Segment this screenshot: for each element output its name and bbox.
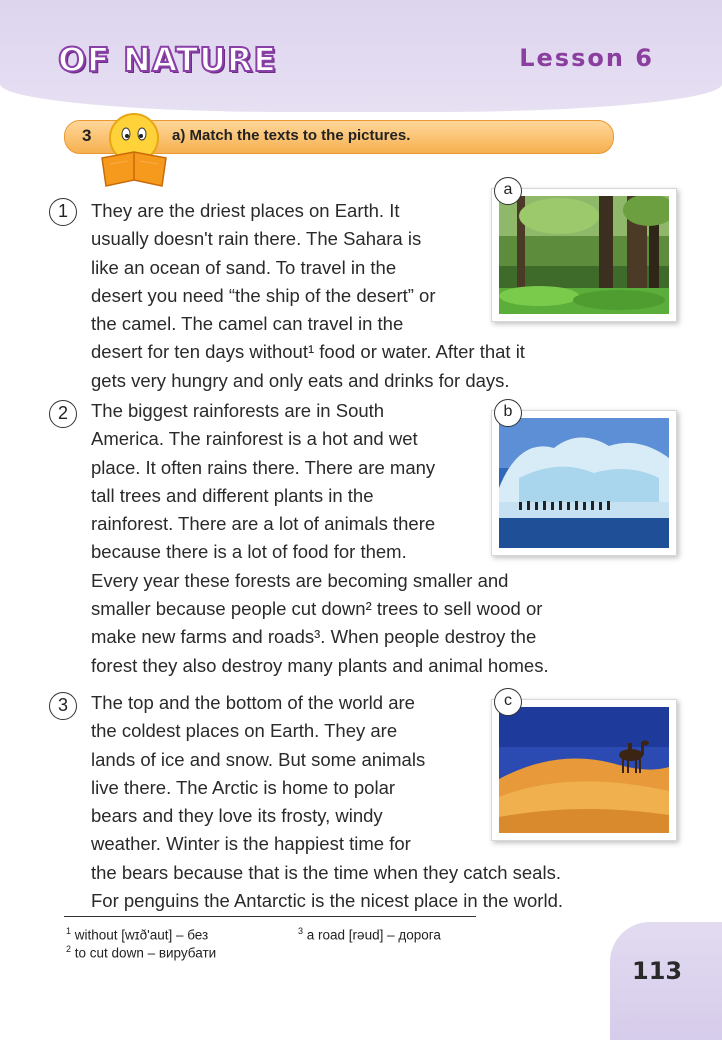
- lesson-label: Lesson 6: [519, 44, 654, 72]
- text-2-line: forest they also destroy many plants and animal homes.: [91, 654, 549, 676]
- text-2-line: The biggest rainforests are in South: [91, 400, 385, 421]
- picture-letter-b: b: [494, 399, 522, 427]
- text-3-line: the bears because that is the time when they catch seals.: [91, 861, 561, 883]
- reading-smiley-icon: [94, 112, 174, 192]
- text-3-line: weather. Winter is the happiest time for: [91, 833, 411, 855]
- text-number-3: 3: [49, 692, 77, 720]
- footnote-text: a road [rəud] – дорога: [306, 927, 441, 943]
- text-3-line: bears and they love its frosty, windy: [91, 805, 383, 827]
- text-1-line: gets very hungry and only eats and drinks for days.: [91, 369, 510, 391]
- footnote-mark: 1: [66, 926, 72, 936]
- text-2-line: Every year these forests are becoming smaller and: [91, 569, 509, 591]
- task-number: 3: [82, 126, 92, 145]
- footnote-rule: [64, 916, 476, 917]
- text-1-line: desert for ten days without¹ food or water. After that it: [91, 341, 525, 363]
- picture-c-frame: [491, 699, 677, 841]
- footnote-text: to cut down – вирубати: [74, 945, 217, 961]
- text-number-1: 1: [49, 198, 77, 226]
- arctic-ice-penguins-photo: [499, 418, 669, 548]
- text-2-line: because there is a lot of food for them.: [91, 541, 407, 563]
- text-1-line: They are the driest places on Earth. It: [91, 200, 400, 221]
- text-3-line: The top and the bottom of the world are: [91, 692, 415, 713]
- picture-a-frame: [491, 188, 677, 322]
- text-2-line: make new farms and roads³. When people destroy the: [91, 626, 537, 648]
- picture-letter-a: a: [494, 177, 522, 205]
- text-3-line: the coldest places on Earth. They are: [91, 720, 398, 742]
- footnote-2: [66, 944, 216, 961]
- text-2: [91, 397, 549, 680]
- footnote-mark: 2: [66, 944, 72, 954]
- text-3-line: live there. The Arctic is home to polar: [91, 776, 396, 798]
- page-number: 113: [632, 957, 683, 985]
- picture-b-frame: [491, 410, 677, 556]
- text-2-line: smaller because people cut down² trees to sell wood or: [91, 598, 543, 620]
- text-2-line: rainforest. There are a lot of animals there: [91, 513, 436, 535]
- text-1-line: usually doesn't rain there. The Sahara is: [91, 228, 422, 250]
- picture-letter-c: c: [494, 688, 522, 716]
- footnote-text: without [wɪð'aut] – без: [74, 927, 209, 943]
- footnote-1: [66, 926, 208, 943]
- text-2-line: America. The rainforest is a hot and wet: [91, 428, 418, 450]
- text-1-line: like an ocean of sand. To travel in the: [91, 256, 397, 278]
- footnote-mark: 3: [298, 926, 304, 936]
- section-title: OF NATURE: [58, 40, 277, 79]
- footnote-3: [298, 926, 441, 943]
- text-number-2: 2: [49, 400, 77, 428]
- text-3-line: lands of ice and snow. But some animals: [91, 748, 426, 770]
- text-1: [91, 197, 525, 395]
- desert-camel-photo: [499, 707, 669, 833]
- rainforest-photo: [499, 196, 669, 314]
- text-3-line: For penguins the Antarctic is the nicest place in the world.: [91, 890, 564, 912]
- text-2-line: tall trees and different plants in the: [91, 484, 374, 506]
- task-instruction: a) Match the texts to the pictures.: [172, 127, 411, 144]
- text-1-line: desert you need “the ship of the desert” or: [91, 284, 436, 306]
- text-2-line: place. It often rains there. There are many: [91, 456, 436, 478]
- text-1-line: the camel. The camel can travel in the: [91, 313, 404, 335]
